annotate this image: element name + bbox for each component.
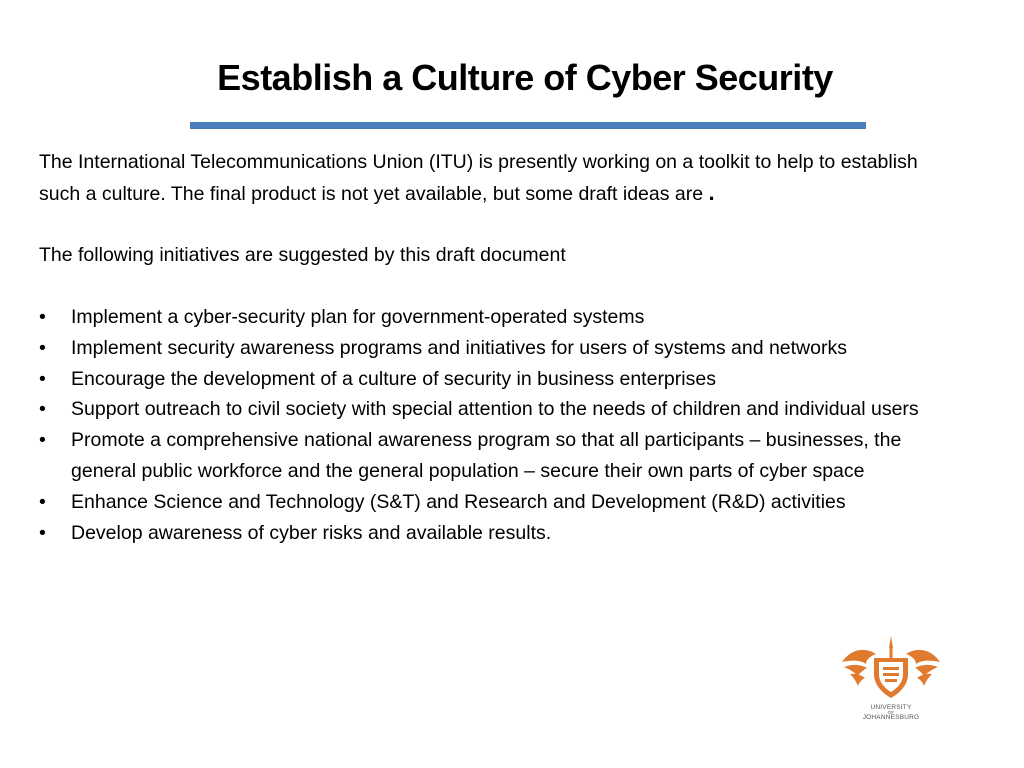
list-item-text: Develop awareness of cyber risks and available results.	[71, 521, 552, 544]
logo-line-university: UNIVERSITY	[870, 704, 912, 711]
paragraph-spacer	[39, 210, 959, 241]
bullet-icon: •	[39, 305, 46, 328]
bullet-icon: •	[39, 429, 46, 452]
title-underline	[190, 122, 866, 129]
list-item-text: Implement security awareness programs and initiatives for users of systems and networks	[71, 336, 847, 359]
bullet-icon: •	[39, 398, 46, 421]
initiatives-list	[39, 302, 959, 548]
university-logo	[836, 634, 946, 724]
list-item-text: Encourage the development of a culture of security in business enterprises	[71, 367, 716, 390]
list-item	[39, 394, 959, 425]
list-item	[39, 364, 959, 395]
university-crest-icon	[836, 634, 946, 702]
intro-paragraph	[39, 147, 959, 210]
list-item-text: Support outreach to civil society with special attention to the needs of children and individual users	[71, 398, 919, 421]
list-item-text: Promote a comprehensive national awareness program so that all participants – businesses, the general public workforce and the general population – secure their own parts of cyber space	[71, 429, 902, 482]
paragraph-spacer	[39, 271, 959, 302]
bullet-icon: •	[39, 490, 46, 513]
list-item	[39, 302, 959, 333]
logo-line-of: OF	[887, 710, 895, 715]
intro-text: The International Telecommunications Union (ITU) is presently working on a toolkit to help to establish such a culture. The final product is not yet available, but some draft ideas are	[39, 151, 918, 205]
logo-line-johannesburg: JOHANNESBURG	[862, 714, 920, 721]
list-item	[39, 487, 959, 518]
list-item	[39, 518, 959, 549]
intro-period: .	[708, 179, 715, 205]
lead-in-text: The following initiatives are suggested by this draft document	[39, 244, 566, 267]
list-item-text: Implement a cyber-security plan for government-operated systems	[71, 305, 645, 328]
list-item	[39, 425, 959, 487]
bullet-icon: •	[39, 336, 46, 359]
bullet-icon: •	[39, 367, 46, 390]
slide-title: Establish a Culture of Cyber Security	[217, 57, 833, 98]
list-item-text: Enhance Science and Technology (S&T) and Research and Development (R&D) activities	[71, 490, 846, 513]
list-item	[39, 333, 959, 364]
bullet-icon: •	[39, 521, 46, 544]
slide-body	[39, 147, 959, 548]
